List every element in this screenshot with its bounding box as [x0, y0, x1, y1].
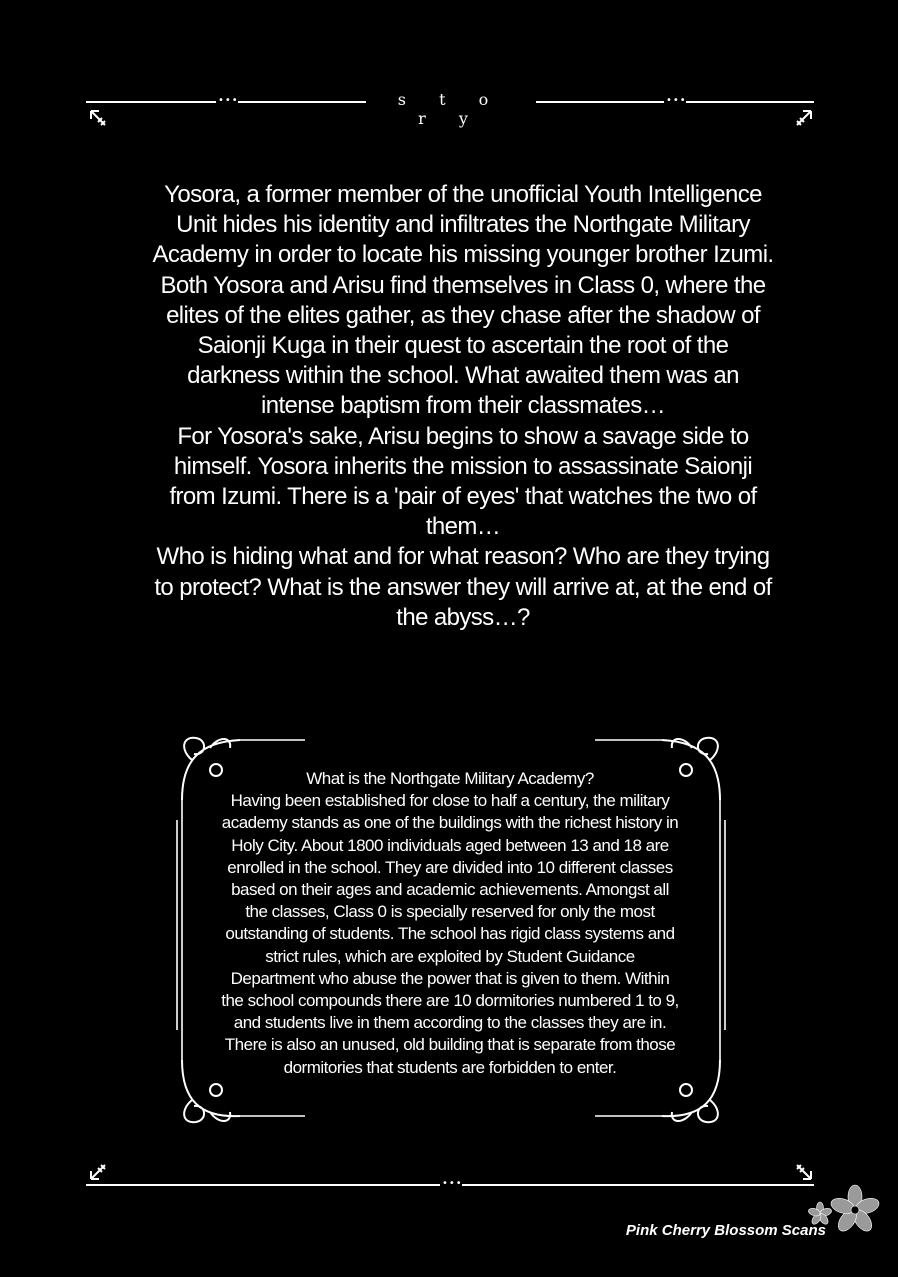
top-dots-left: •••	[218, 95, 239, 106]
top-rule-left	[86, 101, 216, 103]
top-dots-right: •••	[666, 95, 687, 106]
story-text	[150, 180, 776, 633]
info-line: Department who abuse the power that is given to them. Within	[230, 968, 670, 988]
info-line: based on their ages and academic achievements. Amongst all	[231, 880, 669, 900]
info-line: and students live in them according to the classes they are in.	[233, 1013, 667, 1033]
info-box	[184, 768, 716, 1079]
top-rule-right-inner	[536, 101, 664, 103]
story-paragraph-2: For Yosora's sake, Arisu begins to show a savage side to himself. Yosora inherits the mission to assassinate Saionji from Izumi. There is a 'pair of eyes' that watches the two of them…	[169, 422, 757, 541]
info-line: the school compounds there are 10 dormitories numbered 1 to 9,	[221, 991, 679, 1011]
bottom-rule-left	[86, 1184, 440, 1186]
arrow-top-left-icon	[88, 108, 110, 130]
scanlation-credit: Pink Cherry Blossom Scans	[625, 1222, 826, 1239]
info-line: dormitories that students are forbidden to enter.	[283, 1057, 617, 1077]
story-paragraph-3: Who is hiding what and for what reason? Who are they trying to protect? What is the answer they will arrive at, at the end of the abyss…?	[154, 543, 772, 631]
arrow-bottom-right-icon	[792, 1160, 814, 1182]
info-line: academy stands as one of the buildings with the richest history in	[221, 813, 679, 833]
story-paragraph-1: Yosora, a former member of the unofficial Youth Intelligence Unit hides his identity and infiltrates the Northgate Military Academy in order to locate his missing younger brother Izumi. Both Yosora and Arisu find themselves in Class 0, where the elites of the elites gather, as they chase after the shadow of Saionji Kuga in their quest to ascertain the root of the darkness within the school. What awaited them was an intense baptism from their classmates…	[152, 181, 774, 420]
info-title: What is the Northgate Military Academy?	[306, 769, 594, 788]
info-line: outstanding of students. The school has rigid class systems and	[225, 924, 675, 944]
info-line: strict rules, which are exploited by Student Guidance	[265, 946, 635, 966]
info-line: the classes, Class 0 is specially reserved for only the most	[245, 902, 655, 922]
top-rule-left-inner	[238, 101, 366, 103]
story-heading: s t o r y	[397, 90, 503, 128]
info-line: There is also an unused, old building that is separate from those	[224, 1035, 676, 1055]
info-line: Having been established for close to half a century, the military	[230, 791, 670, 811]
top-rule-right	[686, 101, 814, 103]
bottom-rule-right	[462, 1184, 814, 1186]
info-line: enrolled in the school. They are divided into 10 different classes	[227, 857, 673, 877]
bottom-dots: •••	[442, 1178, 463, 1189]
arrow-bottom-left-icon	[88, 1160, 110, 1182]
info-line: Holy City. About 1800 individuals aged between 13 and 18 are	[231, 835, 669, 855]
arrow-top-right-icon	[792, 108, 814, 130]
